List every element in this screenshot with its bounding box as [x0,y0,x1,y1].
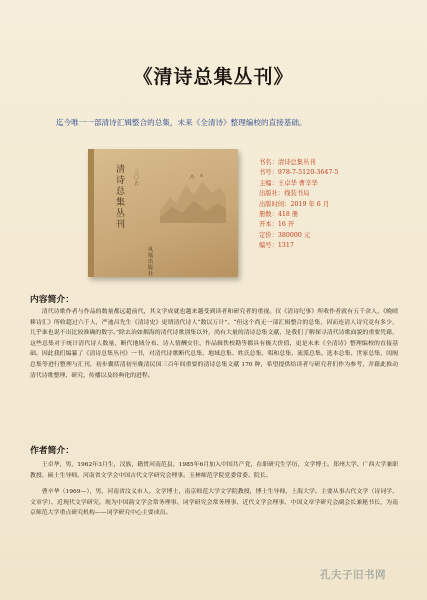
book-info-list [259,158,338,252]
book-spine [88,149,94,277]
book-cover-title: 清诗总集丛刊 [116,165,127,230]
watermark: 孔夫子旧书网 [320,569,386,581]
authors-text [30,460,398,525]
info-number: 编号：1317 [259,242,294,250]
info-date: 出版时间：2019 年 6 月 [259,200,330,208]
info-title: 书名：清诗总集丛刊 [259,159,316,166]
book-cover-image [88,149,238,277]
info-editors: 主编：王卓华 曹辛华 [259,179,318,187]
info-format: 开本：16 开 [259,221,295,229]
info-publisher: 出版社：线装书局 [259,190,310,198]
page-title: 《清诗总集丛刊》 [133,66,294,88]
book-cover-publisher: 凤凰出版社 [148,247,154,277]
intro-paragraph: 清代诗歌作者与作品的数量都远超前代，其文学成就也越来越受到读者和研究者的重视。仅《清诗纪事》所收作者就有五千余人，《晚晴簃诗汇》所收超过六千人，严迪昌先生《清诗史》更谓清代诗人“数以万计”。“但这个尚无一部汇辑整合的总集，因而连清人诗究竟有多少，几乎谁也说不出比较准确的数字。”除去治如烟海的清代诗歌别集以外，尚有大量的清诗总集文献，是我们了解探寻清代诗歌面貌的重要凭藉，这些总集对于统计清代诗人数量、断代地域分布、诗人情酬交往、作品辑佚校勘等都具有极大价值，更是未来《全清诗》整理编校的直接基础。因此我们编纂了《清诗总集丛刊》一书，对清代诗歌断代总集、地域总集、姓氏总集、唱和总集、流派总集、选本总集、世家总集、闺阁总集等进行整理与汇刊，初步囊括清初至晚清民国三百年间重要的清诗总集文献 170 种，希望提供给读者与研究者们作为参考，并藉此推动清代诗歌整理、研究、传播以及经典化的进程。 [30,309,398,379]
info-isbn: 书号：978-7-5120-3647-5 [259,169,339,177]
info-volumes: 册数：418 册 [259,211,299,219]
intro-text [30,307,398,381]
author-bio-wang: 王卓华，男，1962年3月生，汉族，籍贯河南范县，1985年6月加入中国共产党，在职研究生学历，文学博士。郑州大学、广西大学兼职教授、硕士生导师。河南省文学会中国古代文学研究会理事。玉林师范学院党委常委、院长。 [30,462,398,479]
info-price: 定价：380000 元 [259,231,311,239]
intro-heading: 内容简介： [30,295,74,305]
author-bio-cao: 曹辛华（1969—），男，河南省汶义市人。文学博士，南京师范大学文学院教授，博士生导师，上海大学。主要从事古代文学（诗词学、文章学）、近现代文学研究。现为中国韵文学会常务理事、词学研究会常务理事、近代文学会理事、中国文章学研究会副会长兼秘书长，为南京师范大学重点研究机构——词学研究中心主要成员。 [30,489,398,517]
landscape-illustration [160,171,226,223]
book-cover-volume: 三〇五 [134,169,140,187]
authors-heading: 作者简介： [30,446,74,456]
page-subtitle: 迄今唯一一部清诗汇辑整合的总集，未来《全清诗》整理编校的直接基础。 [56,118,307,127]
